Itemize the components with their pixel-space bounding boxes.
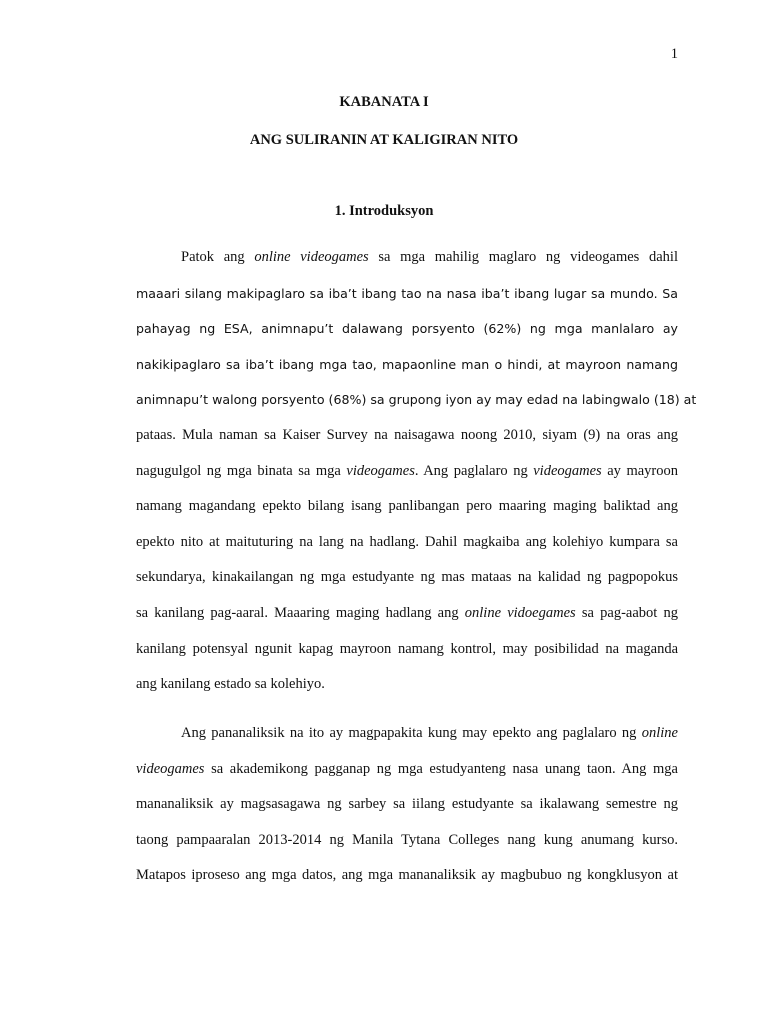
- paragraph-line: animnapu’t walong porsyento (68%) sa grupong iyon ay may edad na labingwalo (18) at: [136, 392, 697, 408]
- section-heading: 1. Introduksyon: [334, 203, 434, 219]
- text-run: sa akademikong pagganap ng mga estudyanteng nasa unang taon. Ang mga: [204, 760, 678, 777]
- text-run: Ang pananaliksik na ito ay magpapakita kung may epekto ang paglalaro ng: [181, 725, 642, 741]
- text-run: ay mayroon: [601, 462, 678, 479]
- paragraph-research-scope: [136, 716, 678, 894]
- paragraph-line: taong pampaaralan 2013-2014 ng Manila Tytana Colleges nang kung anumang kurso.: [136, 831, 678, 848]
- text-run: Patok ang: [181, 249, 255, 265]
- italic-term: online videogames: [254, 249, 369, 265]
- chapter-heading: KABANATA I: [339, 94, 429, 110]
- paragraph-line: Matapos iproseso ang mga datos, ang mga mananaliksik ay magbubuo ng kongklusyon at: [136, 867, 678, 884]
- text-run: . Ang paglalaro ng: [414, 462, 534, 479]
- paragraph-line: [136, 240, 678, 276]
- italic-term: online vidoegames: [464, 604, 576, 621]
- paragraph-line: epekto nito at maituturing na lang na hadlang. Dahil magkaiba ang kolehiyo kumpara sa: [136, 533, 678, 550]
- paragraph-line: kanilang potensyal ngunit kapag mayroon namang kontrol, may posibilidad na maganda: [136, 640, 678, 657]
- paragraph-introduction: [136, 240, 697, 703]
- italic-term: online: [641, 725, 678, 741]
- paragraph-line: pataas. Mula naman sa Kaiser Survey na naisagawa noong 2010, siyam (9) na oras ang: [136, 426, 678, 443]
- page-number: 1: [670, 46, 678, 62]
- italic-term: videogames: [136, 760, 205, 777]
- paragraph-line: [136, 454, 678, 490]
- text-run: sa mga mahilig maglaro ng videogames dahil: [368, 249, 678, 265]
- paragraph-line: pahayag ng ESA, animnapu’t dalawang porsyento (62%) ng mga manlalaro ay: [136, 321, 678, 337]
- italic-term: videogames: [533, 462, 602, 479]
- chapter-title: ANG SULIRANIN AT KALIGIRAN NITO: [249, 132, 519, 148]
- text-run: sa kanilang pag-aaral. Maaaring maging hadlang ang: [136, 604, 465, 621]
- paragraph-line: maaari silang makipaglaro sa iba’t ibang tao na nasa iba’t ibang lugar sa mundo. Sa: [136, 285, 678, 301]
- paragraph-line: [136, 716, 678, 752]
- paragraph-line: namang magandang epekto bilang isang panlibangan pero maaring maging baliktad ang: [136, 498, 678, 515]
- paragraph-line: nakikipaglaro sa iba’t ibang mga tao, mapaonline man o hindi, at mayroon namang: [136, 356, 678, 372]
- paragraph-line: [136, 596, 678, 632]
- paragraph-line: mananaliksik ay magsasagawa ng sarbey sa iilang estudyante sa ikalawang semestre ng: [136, 796, 678, 813]
- italic-term: videogames: [346, 462, 415, 479]
- paragraph-line: sekundarya, kinakailangan ng mga estudyante ng mas mataas na kalidad ng pagpopokus: [136, 569, 678, 586]
- paragraph-line: ang kanilang estado sa kolehiyo.: [136, 676, 325, 693]
- text-run: sa pag-aabot ng: [575, 604, 678, 621]
- paragraph-line: [136, 752, 678, 788]
- text-run: nagugulgol ng mga binata sa mga: [136, 462, 347, 479]
